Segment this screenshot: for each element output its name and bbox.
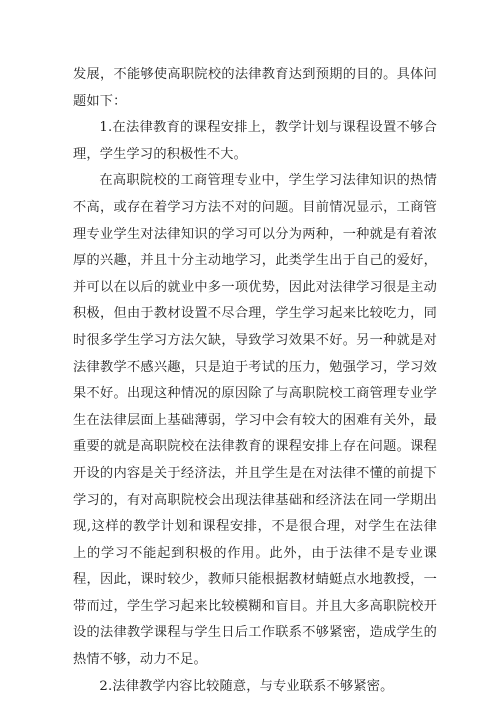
- document-body: [73, 62, 437, 700]
- paragraph-point-1: 1.在法律教育的课程安排上，教学计划与课程设置不够合理，学生学习的积极性不大。: [73, 120, 437, 162]
- paragraph-body: 在高职院校的工商管理专业中，学生学习法律知识的热情不高，或存在着学习方法不对的问题。目前情况显示，工商管理专业学生对法律知识的学习可以分为两种，一种就是有着浓厚的兴趣，并且十分主动地学习，此类学生出于自己的爱好，并可以在以后的就业中多一项优势，因此对法律学习很是主动积极，但由于教材设置不尽合理，学生学习起来比较吃力，同时很多学生学习方法欠缺，导致学习效果不好。另一种就是对法律教学不感兴趣，只是迫于考试的压力，勉强学习，学习效果不好。出现这种情况的原因除了与高职院校工商管理专业学生在法律层面上基础薄弱，学习中会有较大的困难有关外，最重要的就是高职院校在法律教育的课程安排上存在问题。课程开设的内容是关于经济法，并且学生是在对法律不懂的前提下学习的，有对高职院校会出现法律基础和经济法在同一学期出现,这样的教学计划和课程安排，不是很合理，对学生在法律上的学习不能起到积极的作用。此外，由于法律不是专业课程，因此，课时较少，教师只能根据教材蜻蜓点水地教授，一带而过，学生学习起来比较模糊和盲目。并且大多高职院校开设的法律教学课程与学生日后工作联系不够紧密，造成学生的热情不够，动力不足。: [73, 173, 437, 668]
- paragraph-point-2: 2.法律教学内容比较随意，与专业联系不够紧密。: [99, 678, 394, 694]
- paragraph-intro: 发展，不能够使高职院校的法律教育达到预期的目的。具体问题如下：: [73, 67, 437, 109]
